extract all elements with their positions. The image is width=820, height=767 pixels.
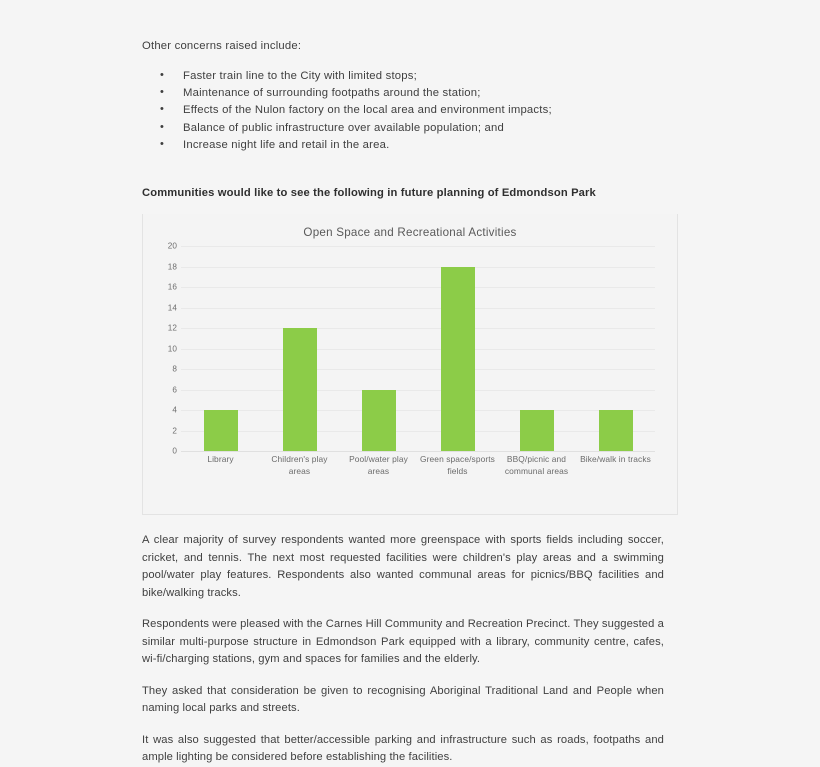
chart-title: Open Space and Recreational Activities <box>303 226 517 240</box>
body-paragraph: A clear majority of survey respondents wanted more greenspace with sports fields including soccer, cricket, and tennis. The next most requested facilities were children's play areas and a swimming pool/water play features. Respondents also wanted communal areas for picnics/BBQ facilities and bike/walking tracks. <box>142 534 664 599</box>
body-paragraphs <box>142 532 680 767</box>
list-item: • Faster train line to the City with limited stops; <box>142 68 680 85</box>
x-axis-category-label: Children's play areas <box>271 454 328 476</box>
body-paragraph: Respondents were pleased with the Carnes Hill Community and Recreation Precinct. They suggested a similar multi-purpose structure in Edmondson Park equipped with a library, community centre, cafes, wi-fi/charging stations, gym and spaces for families and the elderly. <box>142 618 664 666</box>
bar-slot <box>339 246 418 451</box>
bar-slot <box>497 246 576 451</box>
y-axis-tick-label: 14 <box>167 303 177 313</box>
x-axis-category-label: Library <box>207 454 234 465</box>
body-paragraph: They asked that consideration be given to recognising Aboriginal Traditional Land and People when naming local parks and streets. <box>142 684 664 715</box>
concerns-bullet-list <box>142 68 680 154</box>
x-axis-category-labels <box>181 454 655 477</box>
y-axis-tick-label: 12 <box>167 323 177 333</box>
y-axis-tick-label: 20 <box>167 241 177 251</box>
chart-plot-area <box>143 241 677 514</box>
chart-bars <box>181 246 655 451</box>
y-axis-tick-label: 16 <box>167 282 177 292</box>
bar-slot <box>260 246 339 451</box>
bar-slot <box>418 246 497 451</box>
bar[interactable] <box>441 267 475 452</box>
x-axis-category-label: Pool/water play areas <box>349 454 408 476</box>
bar[interactable] <box>520 410 554 451</box>
intro-lead-text: Other concerns raised include: <box>142 40 302 52</box>
x-axis-category-label: Bike/walk in tracks <box>580 454 651 465</box>
bar-slot <box>576 246 655 451</box>
bar-chart-container <box>142 214 678 515</box>
bar[interactable] <box>204 410 238 451</box>
bar[interactable] <box>599 410 633 451</box>
body-paragraph: It was also suggested that better/accessible parking and infrastructure such as roads, footpaths and ample lighting be considered before establishing the facilities. <box>142 733 664 764</box>
bar[interactable] <box>283 328 317 451</box>
y-axis-tick-label: 10 <box>167 344 177 354</box>
y-axis-tick-label: 4 <box>172 405 177 415</box>
list-item: • Increase night life and retail in the area. <box>142 137 680 154</box>
gridline <box>181 451 655 452</box>
x-axis-category-label: BBQ/picnic and communal areas <box>504 454 569 476</box>
section-heading: Communities would like to see the following in future planning of Edmondson Park <box>142 187 596 200</box>
y-axis-tick-labels <box>143 241 177 456</box>
y-axis-tick-label: 2 <box>172 426 177 436</box>
y-axis-tick-label: 6 <box>172 385 177 395</box>
bar-slot <box>181 246 260 451</box>
y-axis-tick-label: 0 <box>172 446 177 456</box>
bar[interactable] <box>362 390 396 452</box>
list-item: • Balance of public infrastructure over available population; and <box>142 120 680 137</box>
list-item: • Maintenance of surrounding footpaths around the station; <box>142 85 680 102</box>
list-item: • Effects of the Nulon factory on the local area and environment impacts; <box>142 102 680 119</box>
x-axis-category-label: Green space/sports fields <box>420 454 495 476</box>
y-axis-tick-label: 18 <box>167 262 177 272</box>
y-axis-tick-label: 8 <box>172 364 177 374</box>
chart-gridlines <box>181 246 655 451</box>
